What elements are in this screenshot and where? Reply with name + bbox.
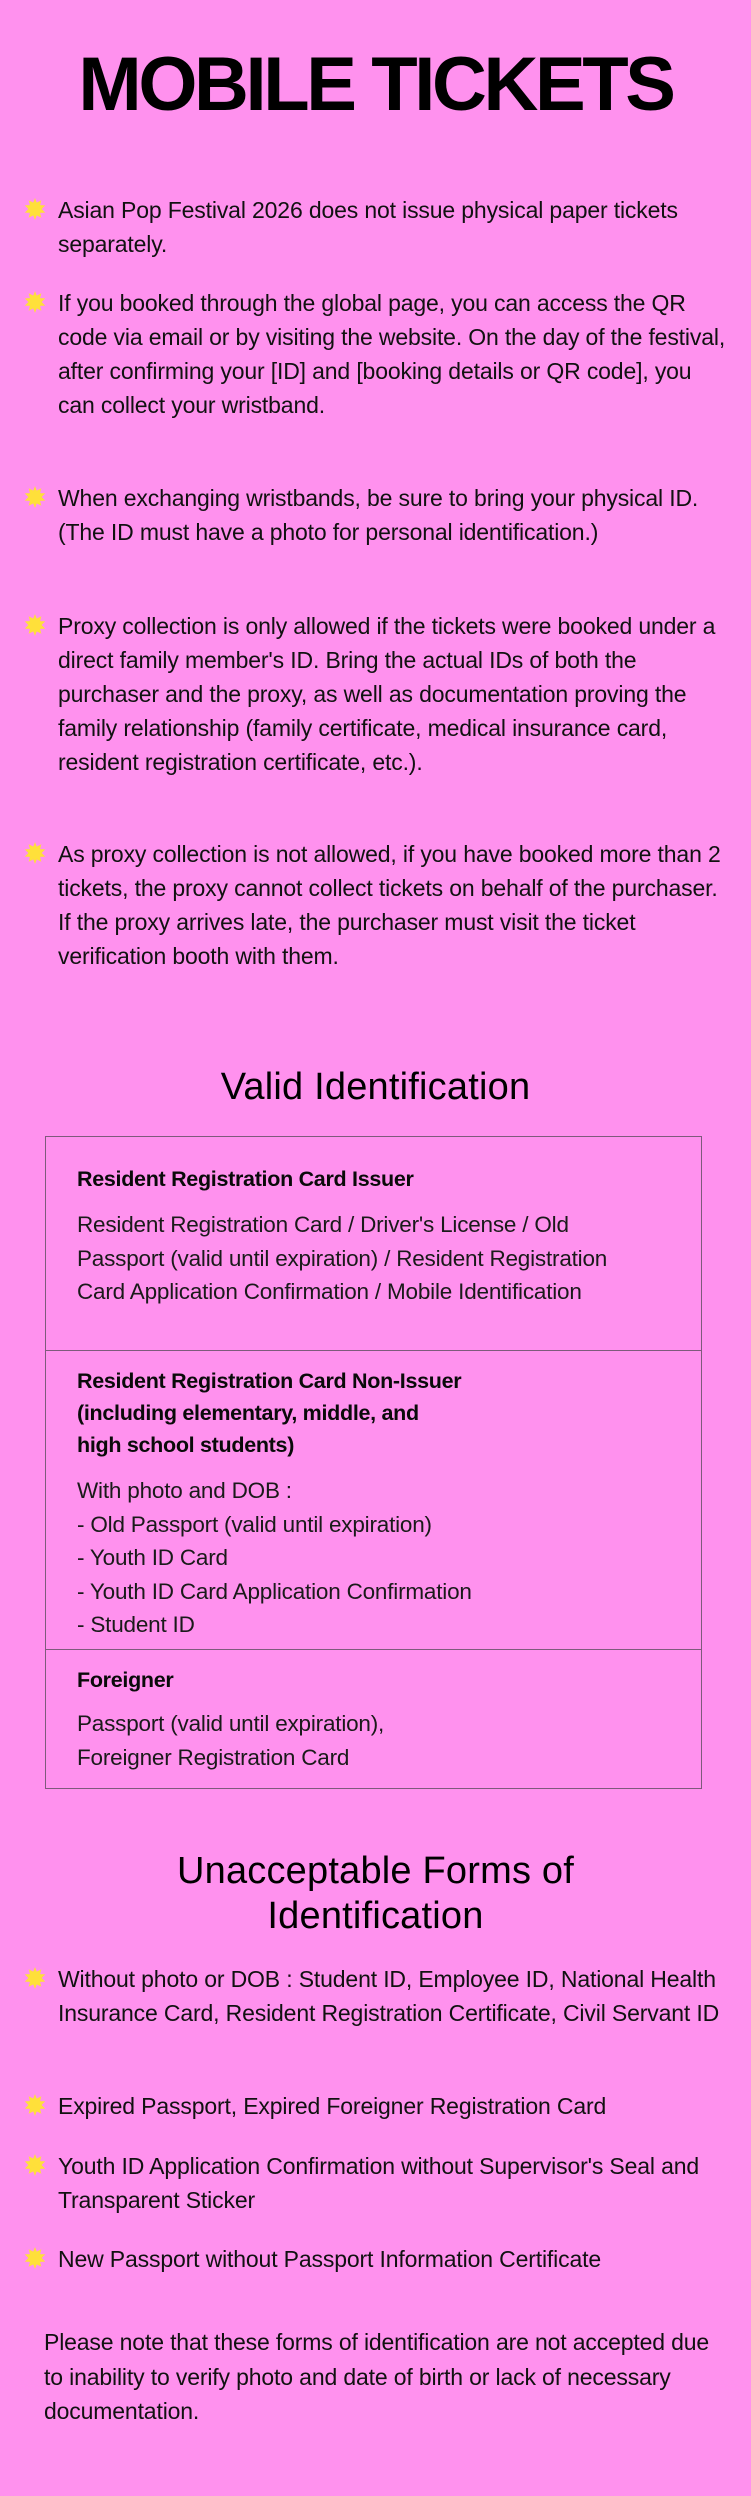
notice-text: Proxy collection is only allowed if the tickets were booked under a direct family member's ID. Bring the actual IDs of both the purchaser and the proxy, as well as documentation proving the family relationship (family certificate, medical insurance card, resident registration certificate, etc.).	[58, 613, 716, 775]
notice-text: Asian Pop Festival 2026 does not issue physical paper tickets separately.	[58, 197, 678, 257]
unacceptable-item	[58, 2149, 728, 2217]
sun-star-icon	[24, 2154, 46, 2176]
sun-star-icon	[24, 2247, 46, 2269]
unacceptable-item	[58, 2242, 618, 2276]
unacceptable-text: Without photo or DOB : Student ID, Employee ID, National Health Insurance Card, Resident Registration Certificate, Civil Servant ID	[58, 1966, 720, 2026]
id-row-body: Resident Registration Card / Driver's License / Old Passport (valid until expiration) / Resident Registration Card Application Confirmation / Mobile Identification	[77, 1212, 608, 1304]
unacceptable-text: New Passport without Passport Information Certificate	[58, 2246, 602, 2272]
id-row-body: Passport (valid until expiration), Foreigner Registration Card	[77, 1711, 385, 1770]
notice-text: As proxy collection is not allowed, if you have booked more than 2 tickets, the proxy cannot collect tickets on behalf of the purchaser. If the proxy arrives late, the purchaser must visit the ticket verification booth with them.	[58, 841, 721, 969]
unacceptable-note: Please note that these forms of identification are not accepted due to inability to verify photo and date of birth or lack of necessary documentation.	[44, 2329, 710, 2424]
id-row-heading: Resident Registration Card Non-Issuer (including elementary, middle, and high school students)	[77, 1369, 462, 1457]
sun-star-icon	[24, 1967, 46, 1989]
unacceptable-text: Youth ID Application Confirmation without Supervisor's Seal and Transparent Sticker	[58, 2153, 700, 2213]
sun-star-icon	[24, 2094, 46, 2116]
notice-text: If you booked through the global page, you can access the QR code via email or by visiting the website. On the day of the festival, after confirming your [ID] and [booking details or QR code], you can collect your wristband.	[58, 290, 726, 418]
unacceptable-text: Expired Passport, Expired Foreigner Registration Card	[58, 2093, 607, 2119]
unacceptable-item	[58, 1962, 728, 2030]
id-row-heading: Foreigner	[77, 1668, 174, 1692]
page-title: MOBILE TICKETS	[78, 42, 673, 127]
unacceptable-item	[58, 2089, 728, 2123]
id-row-heading: Resident Registration Card Issuer	[77, 1167, 414, 1191]
unacceptable-id-heading: Unacceptable Forms of Identification	[176, 1850, 575, 1937]
notice-text: When exchanging wristbands, be sure to bring your physical ID. (The ID must have a photo for personal identification.)	[58, 485, 699, 545]
valid-id-heading: Valid Identification	[220, 1066, 531, 1108]
id-row-body: With photo and DOB : - Old Passport (valid until expiration) - Youth ID Card - Youth ID Card Application Confirmation - Student ID	[77, 1478, 472, 1637]
